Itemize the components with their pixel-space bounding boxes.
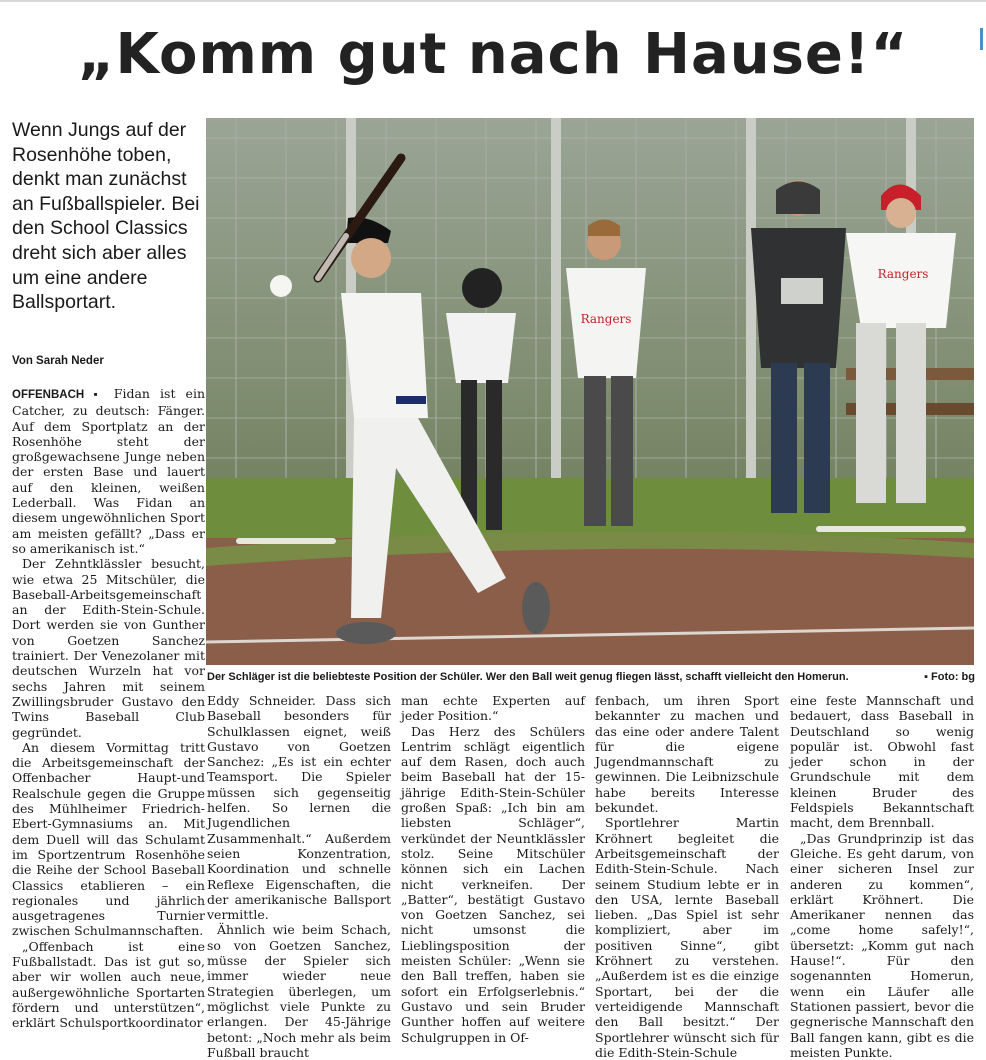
article-column-1 <box>12 386 205 1030</box>
paragraph: Ähnlich wie beim Schach, so von Goetzen Sanchez, müsse der Spieler sich immer wieder neue Strategien überlegen, um möglichst viele Punkte zu erlangen. Der 45-Jährige betont: „Noch mehr als beim Fußball braucht <box>207 922 391 1060</box>
photo-illustration <box>206 118 974 665</box>
byline: Von Sarah Neder <box>12 355 104 367</box>
paragraph: OFFENBACH ▪ Fidan ist ein Catcher, zu deutsch: Fänger. Auf dem Sportplatz an der Rosenhöhe steht der großgewachsene Junge neben der ersten Base und lauert auf den kleinen, weißen Lederball. Was Fidan an diesem ungewöhnlichen Sport am meisten gefällt? „Dass er so amerikanisch ist.“ <box>12 386 205 556</box>
article-column-4 <box>595 693 779 1060</box>
caption-text: Der Schläger ist die beliebteste Position der Schüler. Wer den Ball weit genug fliegen lässt, schafft vielleicht den Homerun. <box>207 671 849 683</box>
top-rule <box>0 0 986 2</box>
dateline: OFFENBACH ▪ <box>12 389 104 401</box>
paragraph: man echte Experten auf jeder Position.“ <box>401 693 585 724</box>
article-column-2 <box>207 693 391 1060</box>
paragraph: eine feste Mannschaft und bedauert, dass Baseball in Deutschland so wenig populär ist. Obwohl fast jeder schon in der Grundschule mit dem kleinen Bruder des Feldspiels Bekanntschaft macht, dem Brennball. <box>790 693 974 831</box>
paragraph: An diesem Vormittag tritt die Arbeitsgemeinschaft der Offenbacher Haupt-und Realschule gegen die Gruppe des Mühlheimer Friedrich-Ebert-Gymnasiums an. Mit dem Duell will das Schulamt im Sportzentrum Rosenhöhe die Reihe der School Baseball Classics etablieren – ein regionales und jährlich ausgetragenes Turnier zwischen Schulmannschaften. <box>12 739 205 939</box>
jersey-text: Rangers <box>580 312 632 326</box>
article-column-3 <box>401 693 585 1045</box>
baseball-photo <box>206 118 974 665</box>
article-column-5 <box>790 693 974 1060</box>
headline: „Komm gut nach Hause!“ <box>77 22 909 87</box>
paragraph: „Das Grundprinzip ist das Gleiche. Es geht darum, von einer sicheren Insel zur anderen zu kommen“, erklärt Kröhnert. Die Amerikaner nennen das „come home safely!“, übersetzt: „Komm gut nach Hause!“. Für den sogenannten Homerun, wenn ein Läufer alle Stationen passiert, bevor die gegnerische Mannschaft den Ball fangen kann, gibt es die meisten Punkte. <box>790 830 975 1060</box>
paragraph: Der Zehntklässler besucht, wie etwa 25 Mitschüler, die Baseball-Arbeitsgemeinschaft an der Edith-Stein-Schule. Dort werden sie von Gunther von Goetzen Sanchez trainiert. Der Venezolaner mit deutschen Wurzeln hat vor sechs Jahren mit seinem Zwillingsbruder Gustavo den Twins Baseball Club gegründet. <box>12 556 205 740</box>
photo-credit: ▪ Foto: bg <box>924 671 975 683</box>
paragraph: Eddy Schneider. Dass sich Baseball besonders für Schulklassen eignet, weiß Gustavo von Goetzen Sanchez: „Es ist ein echter Teamsport. Die Spieler müssen sich gegenseitig helfen. So lernen die Jugendlichen Zusammenhalt.“ Außerdem seien Konzentration, Koordination und schnelle Reflexe Eigenschaften, die der amerikanische Ballsport vermittle. <box>207 693 391 923</box>
lead-text: Wenn Jungs auf der Rosenhöhe toben, denkt man zunächst an Fußballspieler. Bei den School Classics dreht sich aber alles um eine andere Ballsportart. <box>12 119 200 314</box>
paragraph: fenbach, um ihren Sport bekannter zu machen und das eine oder andere Talent für die eigene Jugendmannschaft zu gewinnen. Die Leibnizschule habe bereits Interesse bekundet. <box>595 693 779 816</box>
paragraph: Sportlehrer Martin Kröhnert begleitet die Arbeitsgemeinschaft der Edith-Stein-Schule. Nach seinem Studium lebte er in den USA, lernte Baseball lieben. „Das Spiel ist sehr kompliziert, aber im positiven Sinne“, gibt Kröhnert zu verstehen. „Außerdem ist es die einzige Sportart, bei der die verteidigende Mannschaft den Ball besitzt.“ Der Sportlehrer wünscht sich für die Edith-Stein-Schule <box>595 815 779 1060</box>
paragraph: Das Herz des Schülers Lentrim schlägt eigentlich auf dem Rasen, doch auch beim Baseball hat der 15-jährige Edith-Stein-Schüler großen Spaß: „Ich bin am liebsten Schläger“, verkündet der Neuntklässler stolz. Seine Mitschüler können sich ein Lachen nicht verkneifen. Der „Batter“, bestätigt Gustavo von Goetzen Sanchez, sei nicht umsonst die Lieblingsposition der meisten Schüler: „Wenn sie den Ball treffen, haben sie sofort ein Erfolgserlebnis.“ Gustavo und sein Bruder Gunther hoffen auf weitere Schulgruppen in Of- <box>401 723 585 1045</box>
photo-caption <box>207 671 975 683</box>
paragraph: „Offenbach ist eine Fußballstadt. Das ist gut so, aber wir wollen auch neue, außergewöhnliche Sportarten fördern und unterstützen“, erklärt Schulsportkoordinator <box>12 938 205 1031</box>
jersey-text: Rangers <box>877 267 929 281</box>
